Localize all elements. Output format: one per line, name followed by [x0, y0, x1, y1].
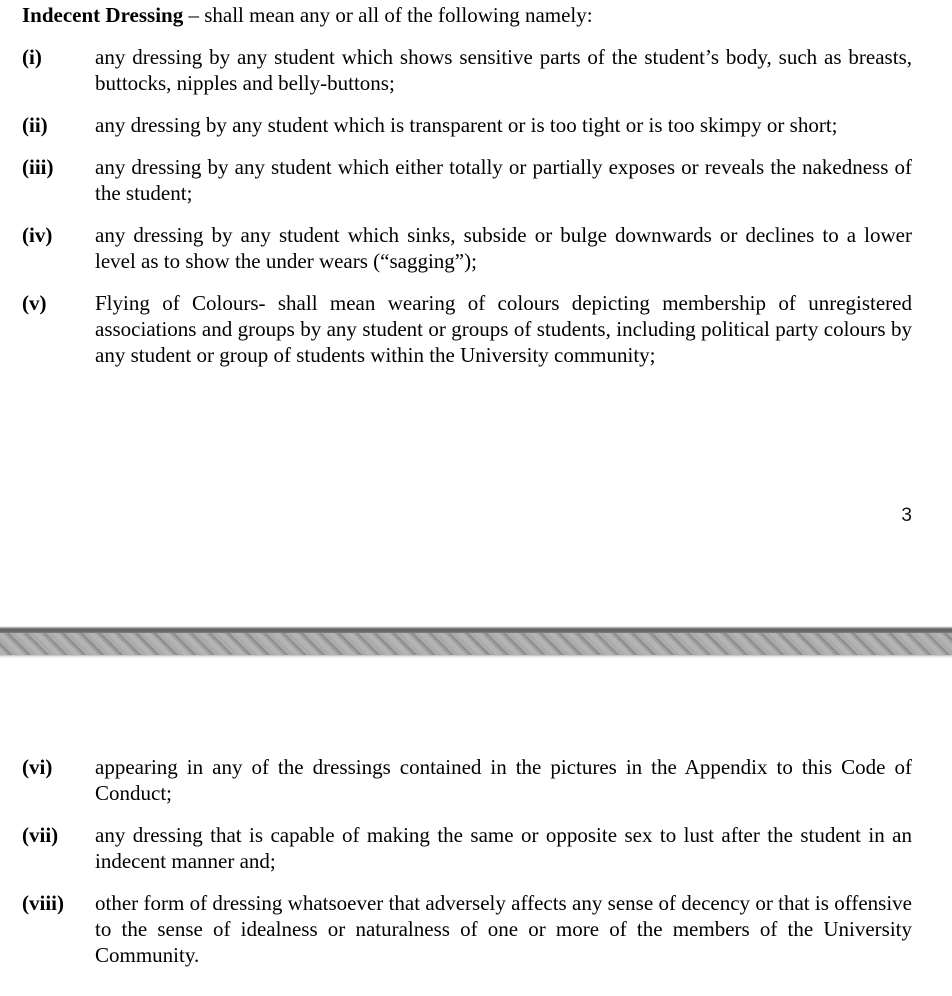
clause-text: any dressing by any student which sinks, subside or bulge downwards or declines to a lower level as to show the under wears (“sagging”);	[95, 223, 912, 273]
clause-marker: (ii)	[22, 113, 48, 137]
clause-marker: (vii)	[22, 823, 59, 847]
clause-marker: (iv)	[22, 223, 53, 247]
page-number: 3	[901, 505, 912, 526]
clause-marker: (viii)	[22, 891, 64, 915]
clause-marker: (iii)	[22, 155, 54, 179]
page-two-body	[0, 658, 952, 968]
clause-item	[22, 222, 912, 274]
definition-heading	[22, 0, 912, 28]
clause-item	[22, 290, 912, 368]
clause-marker: (i)	[22, 45, 42, 69]
clause-text: other form of dressing whatsoever that adversely affects any sense of decency or that is offensive to the sense of idealness or naturalness of one or more of the members of the University Community.	[95, 891, 912, 967]
page-one-body	[0, 0, 952, 368]
clause-item	[22, 154, 912, 206]
clause-text: any dressing by any student which is transparent or is too tight or is too skimpy or short;	[95, 113, 838, 137]
clause-item	[22, 754, 912, 806]
clause-text: any dressing by any student which shows sensitive parts of the student’s body, such as breasts, buttocks, nipples and belly-buttons;	[95, 45, 912, 95]
clause-item	[22, 822, 912, 874]
definition-term: Indecent Dressing	[22, 3, 184, 27]
clause-item	[22, 890, 912, 968]
clause-text: appearing in any of the dressings contained in the pictures in the Appendix to this Code of Conduct;	[95, 755, 912, 805]
clause-item	[22, 112, 912, 138]
clause-text: Flying of Colours- shall mean wearing of colours depicting membership of unregistered associations and groups by any student or groups of students, including political party colours by any student or group of students within the University community;	[95, 291, 912, 367]
document-page-two	[0, 658, 952, 996]
clause-item	[22, 44, 912, 96]
clause-marker: (v)	[22, 291, 47, 315]
separator-hatch-pattern	[0, 633, 952, 655]
clause-text: any dressing by any student which either totally or partially exposes or reveals the nakedness of the student;	[95, 155, 912, 205]
clause-text: any dressing that is capable of making the same or opposite sex to lust after the student in an indecent manner and;	[95, 823, 912, 873]
clause-marker: (vi)	[22, 755, 53, 779]
definition-heading-rest: – shall mean any or all of the following namely:	[183, 3, 593, 27]
separator-top-edge	[0, 626, 952, 633]
page-separator	[0, 626, 952, 658]
